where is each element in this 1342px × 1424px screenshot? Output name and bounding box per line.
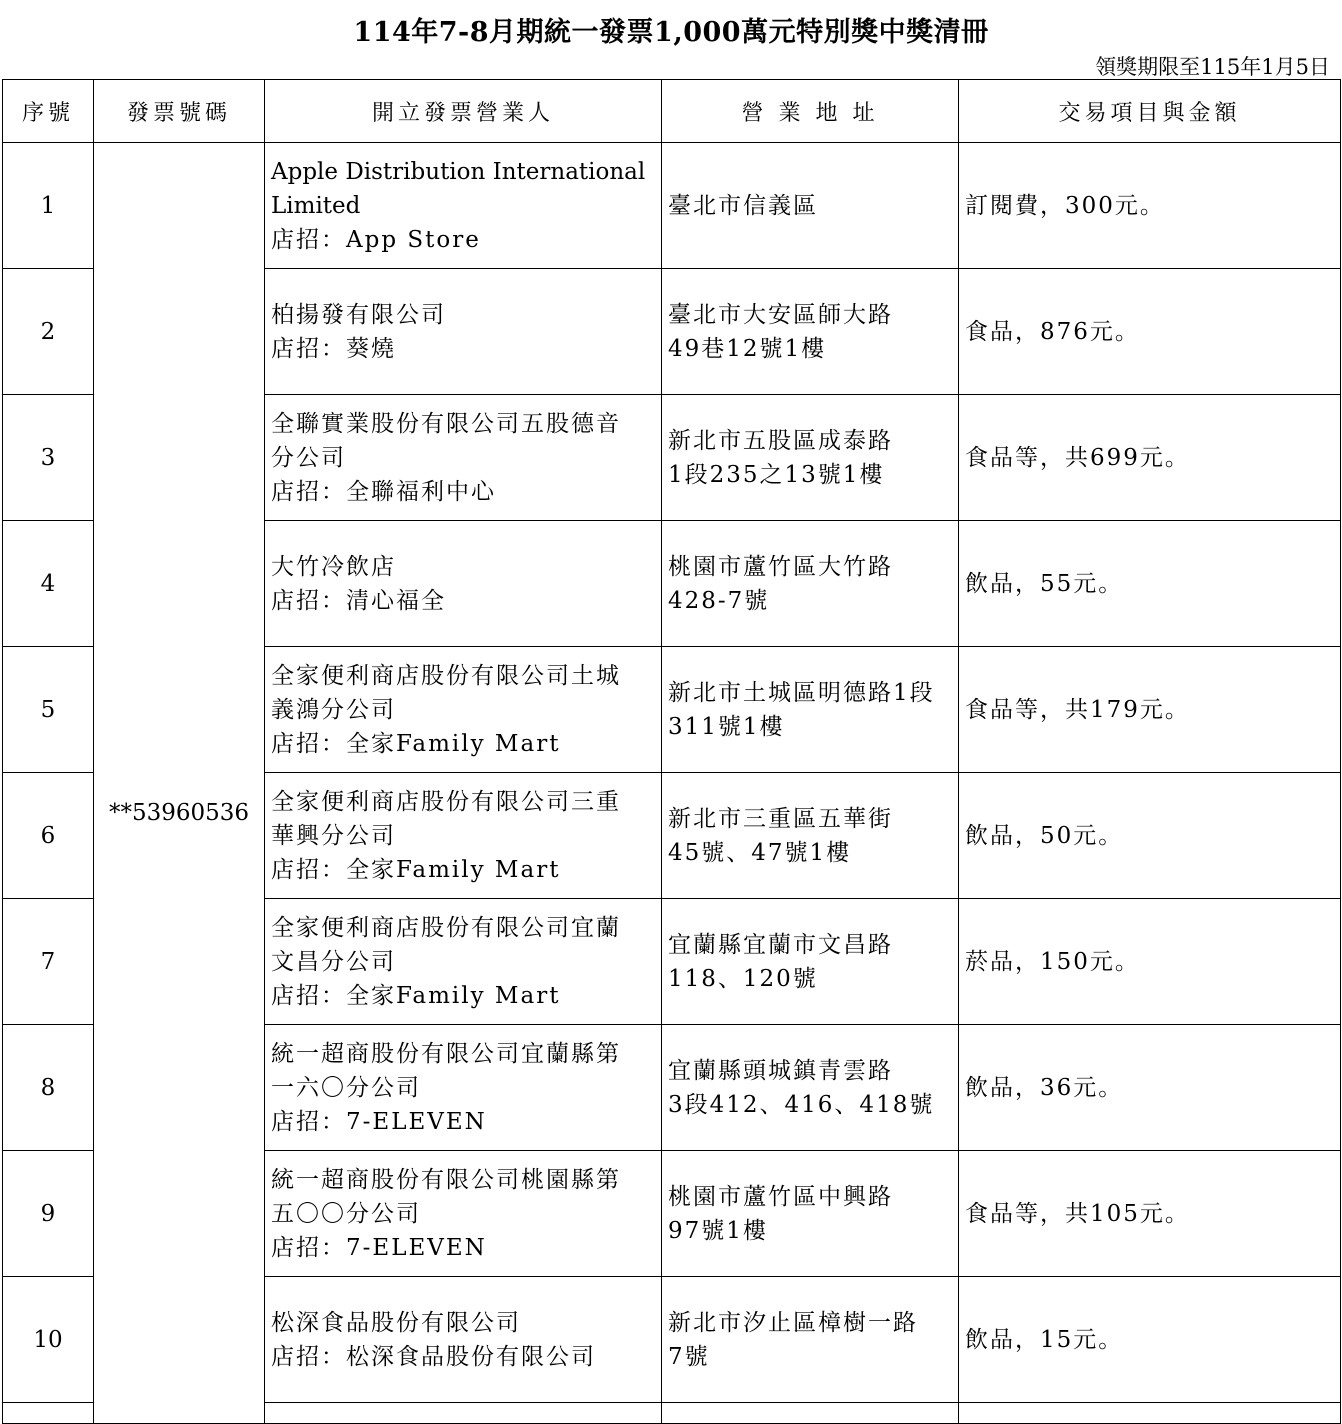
address-line: 3段412、416、418號	[668, 1091, 935, 1118]
row-item-amount: 飲品，15元。	[959, 1277, 1341, 1403]
vendor-name-line: 華興分公司	[271, 822, 396, 849]
row-vendor	[265, 899, 662, 1025]
empty-cell	[959, 1403, 1341, 1424]
address-line: 7號	[668, 1343, 710, 1370]
row-item-amount: 飲品，36元。	[959, 1025, 1341, 1151]
vendor-name-line: 五〇〇分公司	[271, 1200, 421, 1227]
page-title: 114年7-8月期統一發票1,000萬元特別獎中獎清冊	[353, 17, 989, 48]
address-line: 45號、47號1樓	[668, 839, 852, 866]
vendor-name-line: 統一超商股份有限公司桃園縣第	[271, 1166, 621, 1193]
address-line: 新北市三重區五華街	[668, 805, 893, 832]
vendor-name-line: 一六〇分公司	[271, 1074, 421, 1101]
table-row	[3, 143, 1341, 269]
claim-deadline: 領獎期限至115年1月5日	[1095, 55, 1330, 79]
vendor-name-line: 文昌分公司	[271, 948, 396, 975]
vendor-sign: 店招：全家Family Mart	[271, 730, 561, 757]
vendor-name-line: 全家便利商店股份有限公司宜蘭	[271, 914, 621, 941]
vendor-sign: 店招：全家Family Mart	[271, 982, 561, 1009]
row-address	[662, 395, 959, 521]
vendor-sign: 店招：葵燒	[271, 335, 396, 362]
empty-cell	[662, 1403, 959, 1424]
row-seq: 6	[3, 773, 94, 899]
header-item-amount: 交易項目與金額	[959, 80, 1341, 143]
row-vendor	[265, 1025, 662, 1151]
vendor-name-line: Limited	[271, 192, 361, 219]
address-line: 新北市五股區成泰路	[668, 427, 893, 454]
row-address	[662, 773, 959, 899]
address-line: 桃園市蘆竹區大竹路	[668, 553, 893, 580]
vendor-name-line: 統一超商股份有限公司宜蘭縣第	[271, 1040, 621, 1067]
address-line: 新北市土城區明德路1段	[668, 679, 935, 706]
vendor-name-line: 大竹冷飲店	[271, 553, 396, 580]
vendor-sign: 店招：全聯福利中心	[271, 478, 496, 505]
row-address	[662, 1151, 959, 1277]
empty-cell	[3, 1403, 94, 1424]
address-line: 118、120號	[668, 965, 818, 992]
address-line: 311號1樓	[668, 713, 785, 740]
empty-cell	[265, 1403, 662, 1424]
row-address	[662, 143, 959, 269]
row-seq: 2	[3, 269, 94, 395]
vendor-name-line: 松深食品股份有限公司	[271, 1309, 521, 1336]
vendor-sign: 店招：App Store	[271, 226, 481, 253]
row-seq: 9	[3, 1151, 94, 1277]
address-line: 宜蘭縣頭城鎮青雲路	[668, 1057, 893, 1084]
vendor-name-line: 柏揚發有限公司	[271, 301, 446, 328]
vendor-sign: 店招：7-ELEVEN	[271, 1234, 487, 1261]
row-vendor	[265, 1151, 662, 1277]
row-item-amount: 食品等，共699元。	[959, 395, 1341, 521]
address-line: 1段235之13號1樓	[668, 461, 885, 488]
row-vendor	[265, 143, 662, 269]
row-item-amount: 食品，876元。	[959, 269, 1341, 395]
row-item-amount: 飲品，50元。	[959, 773, 1341, 899]
address-line: 49巷12號1樓	[668, 335, 827, 362]
vendor-sign: 店招：7-ELEVEN	[271, 1108, 487, 1135]
row-vendor	[265, 269, 662, 395]
winners-table	[2, 79, 1341, 1424]
address-line: 桃園市蘆竹區中興路	[668, 1183, 893, 1210]
row-item-amount: 飲品，55元。	[959, 521, 1341, 647]
row-address	[662, 1025, 959, 1151]
table-header-row	[3, 80, 1341, 143]
address-line: 97號1樓	[668, 1217, 768, 1244]
row-address	[662, 899, 959, 1025]
row-address	[662, 1277, 959, 1403]
invoice-number: **53960536	[94, 143, 265, 1424]
address-line: 宜蘭縣宜蘭市文昌路	[668, 931, 893, 958]
row-address	[662, 521, 959, 647]
vendor-sign: 店招：松深食品股份有限公司	[271, 1343, 596, 1370]
address-line: 新北市汐止區樟樹一路	[668, 1309, 918, 1336]
vendor-name-line: 全聯實業股份有限公司五股德音	[271, 410, 621, 437]
vendor-name-line: 全家便利商店股份有限公司三重	[271, 788, 621, 815]
vendor-name-line: Apple Distribution International	[271, 158, 646, 185]
address-line: 臺北市信義區	[668, 192, 818, 219]
header-invoice-number: 發票號碼	[94, 80, 265, 143]
row-item-amount: 菸品，150元。	[959, 899, 1341, 1025]
row-vendor	[265, 647, 662, 773]
address-line: 臺北市大安區師大路	[668, 301, 893, 328]
vendor-sign: 店招：全家Family Mart	[271, 856, 561, 883]
row-seq: 4	[3, 521, 94, 647]
row-vendor	[265, 521, 662, 647]
vendor-name-line: 義鴻分公司	[271, 696, 396, 723]
vendor-name-line: 分公司	[271, 444, 346, 471]
row-seq: 7	[3, 899, 94, 1025]
row-vendor	[265, 395, 662, 521]
vendor-sign: 店招：清心福全	[271, 587, 446, 614]
row-item-amount: 食品等，共105元。	[959, 1151, 1341, 1277]
row-seq: 5	[3, 647, 94, 773]
row-vendor	[265, 773, 662, 899]
row-seq: 10	[3, 1277, 94, 1403]
header-seq: 序號	[3, 80, 94, 143]
row-seq: 3	[3, 395, 94, 521]
row-vendor	[265, 1277, 662, 1403]
vendor-name-line: 全家便利商店股份有限公司土城	[271, 662, 621, 689]
row-item-amount: 食品等，共179元。	[959, 647, 1341, 773]
row-address	[662, 269, 959, 395]
header-address: 營 業 地 址	[662, 80, 959, 143]
row-seq: 1	[3, 143, 94, 269]
row-address	[662, 647, 959, 773]
table-body	[3, 143, 1341, 1424]
row-item-amount: 訂閱費，300元。	[959, 143, 1341, 269]
address-line: 428-7號	[668, 587, 770, 614]
row-seq: 8	[3, 1025, 94, 1151]
header-vendor: 開立發票營業人	[265, 80, 662, 143]
